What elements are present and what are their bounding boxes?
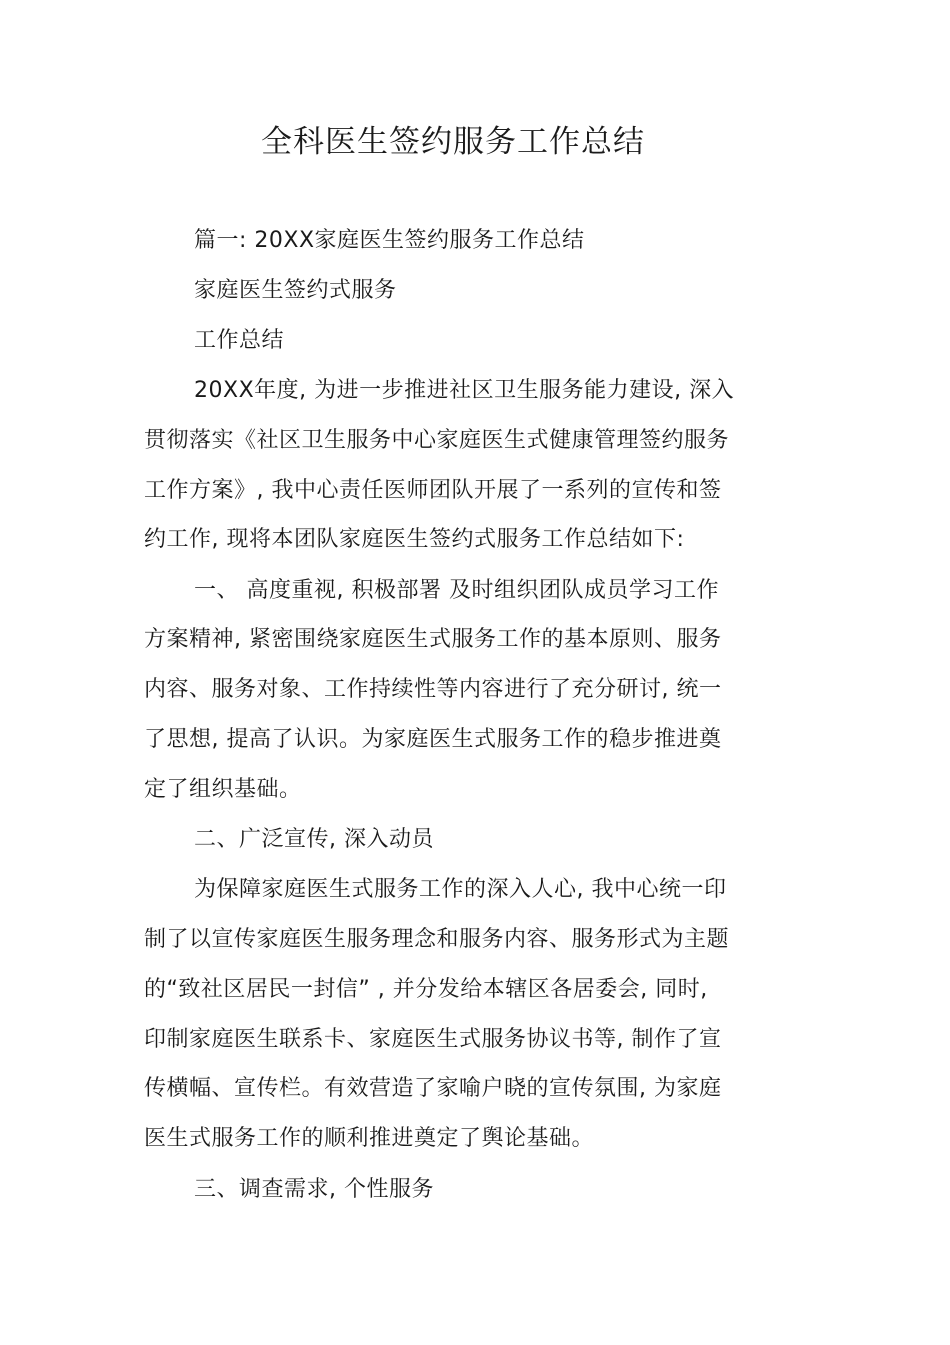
line-14: 为保障家庭医生式服务工作的深入人心, 我中心统一印 bbox=[194, 877, 727, 902]
line-10: 内容、服务对象、工作持续性等内容进行了充分研讨, 统一 bbox=[144, 677, 722, 702]
line-18: 传横幅、宣传栏。有效营造了家喻户晓的宣传氛围, 为家庭 bbox=[144, 1076, 722, 1101]
line-4: 20XX年度, 为进一步推进社区卫生服务能力建设, 深入 bbox=[194, 378, 735, 403]
line-1: 篇一: 20XX家庭医生签约服务工作总结 bbox=[194, 228, 585, 253]
line-20: 三、调查需求, 个性服务 bbox=[194, 1177, 434, 1202]
line-6: 工作方案》, 我中心责任医师团队开展了一系列的宣传和签 bbox=[144, 478, 722, 503]
line-15: 制了以宣传家庭医生服务理念和服务内容、服务形式为主题 bbox=[144, 927, 730, 952]
line-17: 印制家庭医生联系卡、家庭医生式服务协议书等, 制作了宣 bbox=[144, 1027, 722, 1052]
line-19: 医生式服务工作的顺利推进奠定了舆论基础。 bbox=[144, 1126, 595, 1151]
line-12: 定了组织基础。 bbox=[144, 777, 302, 802]
line-9: 方案精神, 紧密围绕家庭医生式服务工作的基本原则、服务 bbox=[144, 627, 722, 652]
line-3: 工作总结 bbox=[194, 328, 285, 353]
line-2: 家庭医生签约式服务 bbox=[194, 278, 397, 303]
line-13: 二、广泛宣传, 深入动员 bbox=[194, 827, 434, 852]
document-title: 全科医生签约服务工作总结 bbox=[261, 124, 645, 160]
line-11: 了思想, 提高了认识。为家庭医生式服务工作的稳步推进奠 bbox=[144, 727, 722, 752]
line-7: 约工作, 现将本团队家庭医生签约式服务工作总结如下: bbox=[144, 527, 685, 552]
line-16: 的“致社区居民一封信” , 并分发给本辖区各居委会, 同时, bbox=[144, 977, 708, 1002]
line-5: 贯彻落实《社区卫生服务中心家庭医生式健康管理签约服务 bbox=[144, 428, 730, 453]
line-8: 一、 高度重视, 积极部署 及时组织团队成员学习工作 bbox=[194, 578, 719, 603]
